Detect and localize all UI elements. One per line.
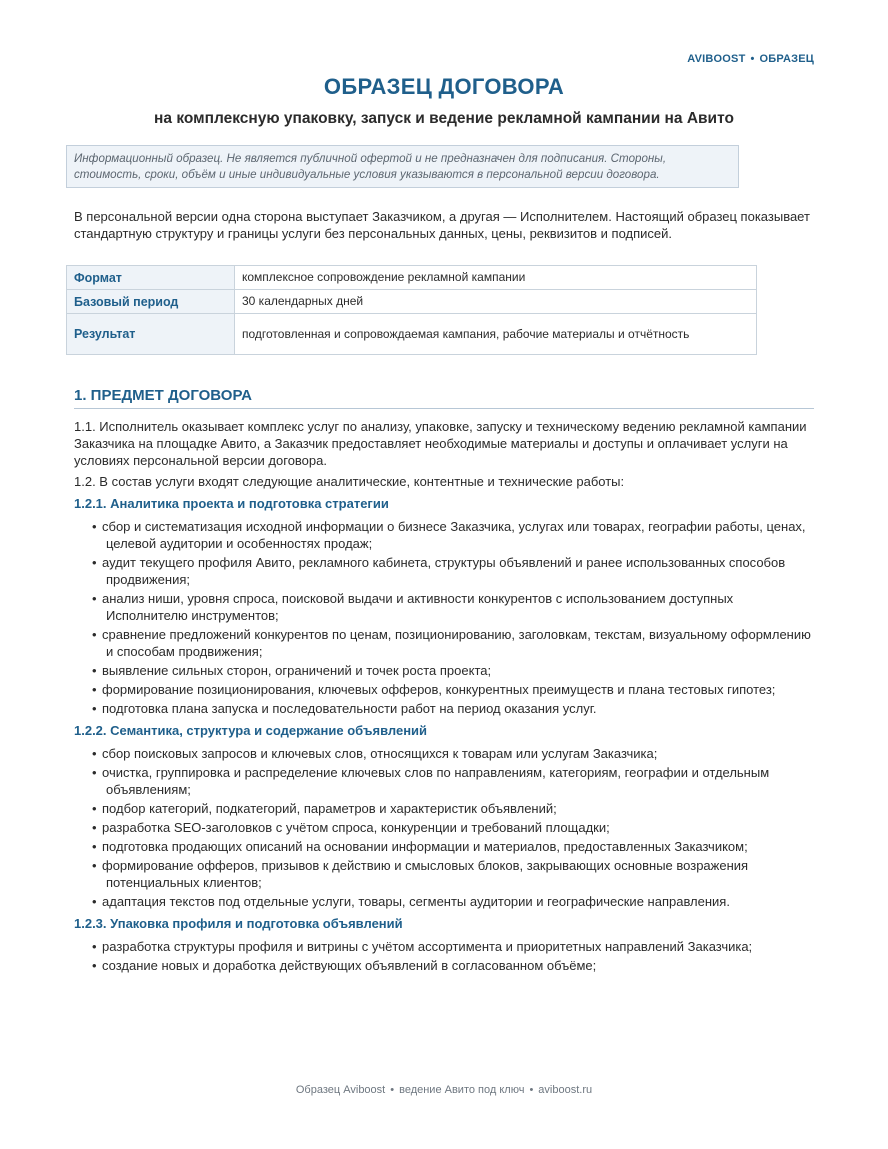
footer-tagline: ведение Авито под ключ — [399, 1084, 525, 1096]
table-value: 30 календарных дней — [235, 290, 757, 314]
terms-table — [66, 265, 757, 355]
list-item: • аудит текущего профиля Авито, рекламного кабинета, структуры объявлений и ранее использованных способов продвижения; — [92, 555, 786, 587]
footer-website: aviboost.ru — [538, 1084, 593, 1096]
list-item: • подготовка плана запуска и последовательности работ на период оказания услуг. — [92, 701, 597, 716]
bullet-list — [74, 938, 814, 974]
subsection-title: 1.2.3. Упаковка профиля и подготовка объявлений — [74, 916, 403, 931]
list-item: • очистка, группировка и распределение ключевых слов по направлениям, категориям, географии и отдельным объявлениям; — [92, 765, 770, 797]
list-item: • формирование позиционирования, ключевых офферов, конкурентных преимуществ и плана тестовых гипотез; — [92, 682, 776, 697]
subsection-title: 1.2.1. Аналитика проекта и подготовка стратегии — [74, 496, 389, 511]
list-item: • сбор поисковых запросов и ключевых слов, относящихся к товарам или услугам Заказчика; — [92, 746, 658, 761]
list-item: • выявление сильных сторон, ограничений и точек роста проекта; — [92, 663, 492, 678]
table-value: подготовленная и сопровождаемая кампания, рабочие материалы и отчётность — [235, 314, 757, 355]
list-item: • анализ ниши, уровня спроса, поисковой выдачи и активности конкурентов с использованием доступных Исполнителю инструментов; — [92, 591, 734, 623]
section-heading: 1. ПРЕДМЕТ ДОГОВОРА — [74, 387, 814, 409]
table-row — [67, 266, 757, 290]
list-item: • сбор и систематизация исходной информации о бизнесе Заказчика, услугах или товарах, географии работы, ценах, целевой аудитории и особенностях продаж; — [92, 519, 806, 551]
intro-paragraph: В персональной версии одна сторона выступает Заказчиком, а другая — Исполнителем. Настоящий образец показывает стандартную структуру и границы услуги без персональных данных, цены, реквизитов и подписей. — [74, 209, 810, 241]
footer-separator: • — [390, 1084, 395, 1096]
doc-type-label: ОБРАЗЕЦ — [759, 53, 814, 65]
brand-name: AVIBOOST — [687, 53, 746, 65]
list-item: • создание новых и доработка действующих объявлений в согласованном объёме; — [92, 958, 597, 973]
bullet-list — [74, 745, 814, 910]
brand-separator: • — [750, 53, 755, 65]
clause-1-2: 1.2. В состав услуги входят следующие аналитические, контентные и технические работы: — [74, 474, 625, 489]
footer-separator: • — [529, 1084, 534, 1096]
table-value: комплексное сопровождение рекламной кампании — [235, 266, 757, 290]
list-item: • формирование офферов, призывов к действию и смысловых блоков, закрывающих основные возражения потенциальных клиентов; — [92, 858, 749, 890]
table-key: Результат — [67, 314, 235, 355]
document-title: ОБРАЗЕЦ ДОГОВОРА — [323, 74, 565, 99]
footer-brand: Образец Aviboost — [295, 1084, 386, 1096]
table-key: Формат — [67, 266, 235, 290]
list-item: • сравнение предложений конкурентов по ценам, позиционированию, заголовкам, текстам, визуальному оформлению и способам продвижения; — [92, 627, 811, 659]
page-footer — [74, 1084, 814, 1096]
list-item: • разработка структуры профиля и витрины с учётом ассортимента и приоритетных направлений Заказчика; — [92, 939, 753, 954]
disclaimer-notice: Информационный образец. Не является публичной офертой и не предназначен для подписания. Стороны, стоимость, сроки, объём и иные индивидуальные условия указываются в персональной версии договора. — [66, 145, 739, 188]
list-item: • подбор категорий, подкатегорий, параметров и характеристик объявлений; — [92, 801, 557, 816]
bullet-list — [74, 518, 814, 717]
list-item: • подготовка продающих описаний на основании информации и материалов, предоставленных Заказчиком; — [92, 839, 748, 854]
list-item: • разработка SEO-заголовков с учётом спроса, конкуренции и требований площадки; — [92, 820, 610, 835]
list-item: • адаптация текстов под отдельные услуги, товары, сегменты аудитории и географические направления. — [92, 894, 730, 909]
table-row — [67, 290, 757, 314]
clause-1-1: 1.1. Исполнитель оказывает комплекс услуг по анализу, упаковке, запуску и техническому ведению рекламной кампании Заказчика на площадке Авито, а Заказчик предоставляет необходимые материалы и доступы и оплачивает услуги на условиях персональной версии договора. — [74, 419, 807, 468]
document-subtitle: на комплексную упаковку, запуск и ведение рекламной кампании на Авито — [154, 110, 734, 127]
section-body — [74, 418, 814, 978]
table-row — [67, 314, 757, 355]
table-key: Базовый период — [67, 290, 235, 314]
header-brand — [687, 53, 814, 65]
subsection-title: 1.2.2. Семантика, структура и содержание объявлений — [74, 723, 428, 738]
